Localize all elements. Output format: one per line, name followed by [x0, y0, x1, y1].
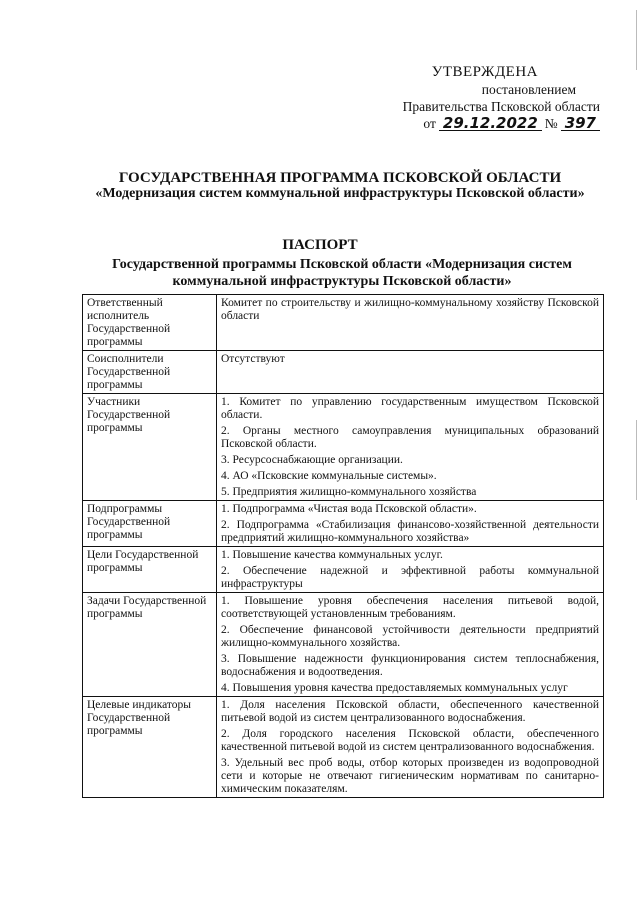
- row-label: Задачи Государственной программы: [83, 593, 217, 697]
- row-value-item: 1. Доля населения Псковской области, обеспеченного качественной питьевой водой из систем централизованного водоснабжения.: [221, 699, 599, 724]
- scan-edge-mark: [636, 420, 637, 500]
- row-label: Целевые индикаторы Государственной программы: [83, 697, 217, 798]
- approval-date-row: [360, 115, 600, 132]
- row-value: [217, 697, 604, 798]
- row-value-item: 4. Повышения уровня качества предоставляемых коммунальных услуг: [221, 682, 568, 694]
- table-row: [83, 697, 604, 798]
- approval-line: постановлением: [481, 82, 576, 97]
- row-value-item: Отсутствуют: [221, 353, 285, 365]
- passport-heading: ПАСПОРТ: [282, 237, 358, 253]
- approval-number: 397: [561, 116, 600, 131]
- approval-stamp-block: [360, 64, 600, 132]
- row-value-item: 1. Повышение уровня обеспечения населения питьевой водой, соответствующей установленным требованиям.: [221, 595, 599, 620]
- table-row: [83, 547, 604, 593]
- row-value-item: 3. Повышение надежности функционирования систем теплоснабжения, водоснабжения и водоотведения.: [221, 653, 599, 678]
- row-label: Участники Государственной программы: [83, 394, 217, 501]
- row-value-item: 4. АО «Псковские коммунальные системы».: [221, 470, 437, 482]
- approval-date: 29.12.2022: [439, 116, 542, 131]
- row-value-item: 2. Подпрограмма «Стабилизация финансово-хозяйственной деятельности предприятий жилищно-коммунального хозяйства»: [221, 519, 599, 544]
- row-value: [217, 501, 604, 547]
- table-row: [83, 295, 604, 351]
- approval-line: Правительства Псковской области: [402, 99, 600, 114]
- approval-heading: УТВЕРЖДЕНА: [431, 64, 538, 80]
- table-row: [83, 351, 604, 394]
- scan-edge-mark: [636, 10, 637, 70]
- passport-subtitle: Государственной программы Псковской области «Модернизация систем коммунальной инфраструктуры Псковской области»: [112, 257, 572, 289]
- row-value-item: 3. Удельный вес проб воды, отбор которых произведен из водопроводной сети и которые не отвечают гигиеническим нормативам по санитарно-химическим показателям.: [221, 757, 599, 795]
- row-value-item: Комитет по строительству и жилищно-коммунальному хозяйству Псковской области: [221, 297, 599, 322]
- passport-table: [82, 294, 604, 798]
- row-value-item: 2. Органы местного самоуправления муниципальных образований Псковской области.: [221, 425, 599, 450]
- row-label: Цели Государственной программы: [83, 547, 217, 593]
- row-label: Подпрограммы Государственной программы: [83, 501, 217, 547]
- row-value: [217, 351, 604, 394]
- row-value-item: 5. Предприятия жилищно-коммунального хозяйства: [221, 486, 477, 498]
- row-value-item: 3. Ресурсоснабжающие организации.: [221, 454, 403, 466]
- approval-number-sign: №: [544, 116, 558, 131]
- row-value: [217, 593, 604, 697]
- row-value-item: 1. Подпрограмма «Чистая вода Псковской области».: [221, 503, 477, 515]
- row-value-item: 2. Доля городского населения Псковской области, обеспеченного качественной питьевой водой из систем централизованного водоснабжения.: [221, 728, 599, 753]
- approval-prefix: от: [423, 116, 436, 131]
- program-title: ГОСУДАРСТВЕННАЯ ПРОГРАММА ПСКОВСКОЙ ОБЛАСТИ: [118, 170, 562, 186]
- table-row: [83, 501, 604, 547]
- row-value-item: 1. Повышение качества коммунальных услуг.: [221, 549, 443, 561]
- row-value: [217, 547, 604, 593]
- table-row: [83, 394, 604, 501]
- row-value-item: 1. Комитет по управлению государственным имуществом Псковской области.: [221, 396, 599, 421]
- table-row: [83, 593, 604, 697]
- row-value: [217, 295, 604, 351]
- row-value: [217, 394, 604, 501]
- row-value-item: 2. Обеспечение финансовой устойчивости деятельности предприятий жилищно-коммунального хозяйства.: [221, 624, 599, 649]
- row-label: Ответственный исполнитель Государственной программы: [83, 295, 217, 351]
- row-value-item: 2. Обеспечение надежной и эффективной работы коммунальной инфраструктуры: [221, 565, 599, 590]
- program-subtitle: «Модернизация систем коммунальной инфраструктуры Псковской области»: [95, 186, 585, 201]
- row-label: Соисполнители Государственной программы: [83, 351, 217, 394]
